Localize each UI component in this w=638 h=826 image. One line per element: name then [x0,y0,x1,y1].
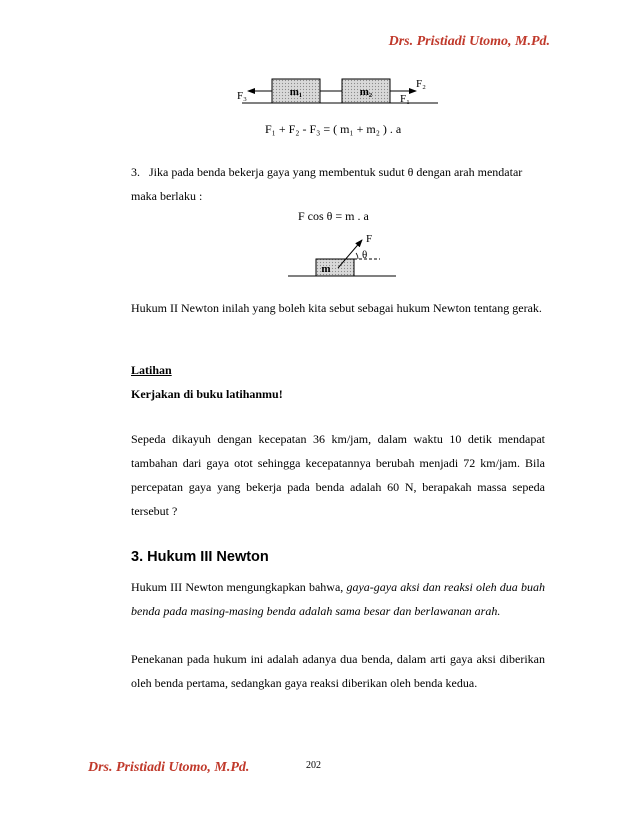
two-block-force-diagram [230,70,440,112]
item-3-text [131,160,545,208]
item-3-number: 3. [131,165,140,179]
latihan-block [131,358,545,406]
section-3-p1-italic: gaya-gaya aksi dan reaksi oleh dua buah benda pada masing-masing benda adalah sama besar dan berlawanan arah. [131,580,545,618]
page-number: 202 [306,760,321,771]
item-3-line2: maka berlaku : [131,189,203,203]
block-m-label: m [321,263,331,275]
latihan-instruction: Kerjakan di buku latihanmu! [131,387,283,401]
equation-newton2-two-blocks: F₁ + F₂ - F₃ = ( m₁ + m₂ ) . a [265,122,402,136]
exercise-paragraph: Sepeda dikayuh dengan kecepatan 36 km/jam, dalam waktu 10 detik mendapat tambahan dari gaya otot sehingga kecepatannya berubah menjadi 72 km/jam. Bila percepatan gaya yang bekerja pada benda adalah 60 N, berapakah massa sepeda tersebut ? [131,432,545,518]
hukum-2-paragraph: Hukum II Newton inilah yang boleh kita sebut sebagai hukum Newton tentang gerak. [131,301,542,315]
force-f1-label: F₁ [400,93,410,105]
section-3-p1-normal: Hukum III Newton mengungkapkan bahwa, [131,580,347,594]
section-3-heading: 3. Hukum III Newton [131,549,269,565]
angled-force-diagram [286,228,398,282]
footer-author: Drs. Pristiadi Utomo, M.Pd. [88,760,250,775]
section-3-paragraph-2: Penekanan pada hukum ini adalah adanya dua benda, dalam arti gaya aksi diberikan oleh benda pertama, sedangkan gaya reaksi diberikan oleh benda kedua. [131,652,545,690]
item-3-line1: Jika pada benda bekerja gaya yang membentuk sudut θ dengan arah mendatar [149,165,523,179]
force-f2-label: F₂ [416,78,426,90]
section-3-paragraph-1 [131,575,545,623]
block-m2-label: m₂ [359,86,373,98]
angle-theta-label: θ [362,249,368,261]
equation-fcos: F cos θ = m . a [298,209,369,223]
force-f-label: F [366,233,373,245]
latihan-title: Latihan [131,363,172,377]
header-author: Drs. Pristiadi Utomo, M.Pd. [388,34,550,49]
force-f3-label: F₃ [237,90,247,102]
angle-arc [356,253,358,259]
block-m1-label: m₁ [289,86,303,98]
